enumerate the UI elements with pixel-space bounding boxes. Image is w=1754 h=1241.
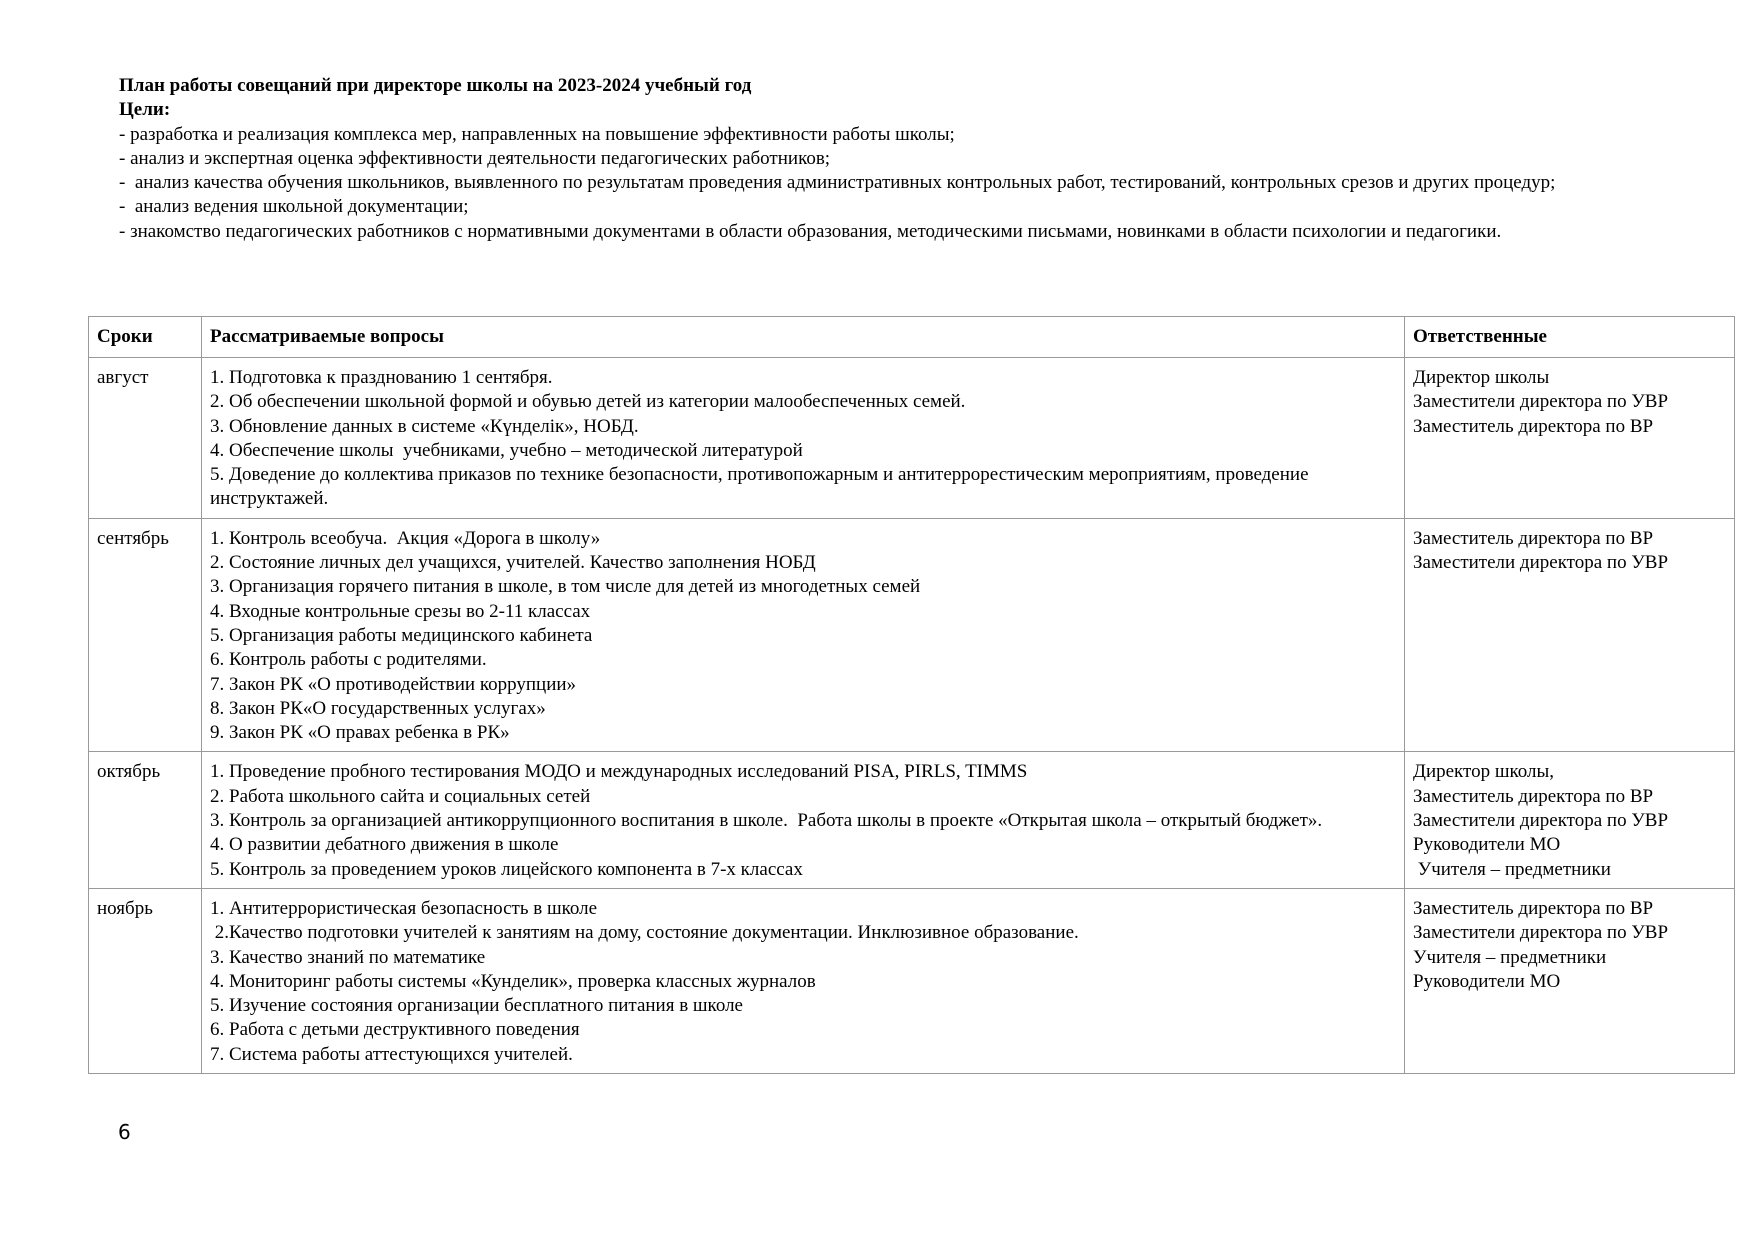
issue-item: 5. Доведение до коллектива приказов по технике безопасности, противопожарным и антитеррорестическим мероприятиям, проведение инструктажей. <box>210 464 1314 510</box>
period-cell: октябрь <box>89 752 202 888</box>
responsible-item: Заместители директора по УВР <box>1413 922 1669 944</box>
responsible-item: Директор школы, <box>1413 761 1554 783</box>
responsible-cell <box>1405 752 1735 888</box>
issue-item: 7. Система работы аттестующихся учителей. <box>210 1043 573 1065</box>
issues-cell <box>202 358 1405 519</box>
issue-item: 4. О развитии дебатного движения в школе <box>210 834 559 856</box>
issues-cell <box>202 752 1405 888</box>
header-issues: Рассматриваемые вопросы <box>202 317 1405 358</box>
issue-item: 2. Работа школьного сайта и социальных сетей <box>210 785 591 807</box>
meeting-plan-table <box>88 316 1735 1074</box>
issue-item: 1. Контроль всеобуча. Акция «Дорога в школу» <box>210 527 601 549</box>
responsible-item: Заместитель директора по ВР <box>1413 415 1654 437</box>
table-row <box>89 752 1735 888</box>
issue-item: 4. Входные контрольные срезы во 2-11 классах <box>210 600 591 622</box>
issue-item: 2.Качество подготовки учителей к занятиям на дому, состояние документации. Инклюзивное образование. <box>210 922 1079 944</box>
issue-item: 3. Обновление данных в системе «Күнделік», НОБД. <box>210 415 639 437</box>
issue-item: 6. Контроль работы с родителями. <box>210 649 487 671</box>
goal-item: - анализ ведения школьной документации; <box>119 196 469 218</box>
issue-item: 1. Антитеррористическая безопасность в школе <box>210 897 598 919</box>
issue-item: 2. Об обеспечении школьной формой и обувью детей из категории малообеспеченных семей. <box>210 391 966 413</box>
issue-item: 9. Закон РК «О правах ребенка в РК» <box>210 722 510 744</box>
issue-item: 3. Качество знаний по математике <box>210 946 486 968</box>
responsible-cell <box>1405 518 1735 752</box>
issue-item: 5. Организация работы медицинского кабинета <box>210 624 593 646</box>
responsible-item: Заместители директора по УВР <box>1413 810 1669 832</box>
table-row <box>89 888 1735 1073</box>
table-row <box>89 358 1735 519</box>
responsible-item: Заместители директора по УВР <box>1413 552 1669 574</box>
responsible-item: Руководители МО <box>1413 834 1561 856</box>
issue-item: 6. Работа с детьми деструктивного поведения <box>210 1019 580 1041</box>
issue-item: 5. Изучение состояния организации бесплатного питания в школе <box>210 995 743 1017</box>
header-period: Сроки <box>89 317 202 358</box>
responsible-cell <box>1405 358 1735 519</box>
period-cell: ноябрь <box>89 888 202 1073</box>
issue-item: 4. Обеспечение школы учебниками, учебно – методической литературой <box>210 439 803 461</box>
responsible-cell <box>1405 888 1735 1073</box>
goal-item: - разработка и реализация комплекса мер, направленных на повышение эффективности работы школы; <box>119 123 955 145</box>
period-cell: сентябрь <box>89 518 202 752</box>
issue-item: 5. Контроль за проведением уроков лицейского компонента в 7-х классах <box>210 858 803 880</box>
period-cell: август <box>89 358 202 519</box>
issue-item: 1. Подготовка к празднованию 1 сентября. <box>210 367 553 388</box>
document-title: План работы совещаний при директоре школы на 2023-2024 учебный год <box>119 75 752 96</box>
responsible-item: Учителя – предметники <box>1413 858 1611 880</box>
responsible-item: Заместитель директора по ВР <box>1413 897 1654 919</box>
table-header-row <box>89 317 1735 358</box>
responsible-item: Директор школы <box>1413 367 1550 388</box>
issue-item: 7. Закон РК «О противодействии коррупции» <box>210 673 577 695</box>
goals-heading: Цели: <box>119 99 171 121</box>
issue-item: 4. Мониторинг работы системы «Кунделик», проверка классных журналов <box>210 970 816 992</box>
goal-item: - анализ качества обучения школьников, выявленного по результатам проведения административных контрольных работ, тестирований, контрольных срезов и других процедур; <box>119 172 1556 194</box>
goal-item: - анализ и экспертная оценка эффективности деятельности педагогических работников; <box>119 147 831 169</box>
page-number: 6 <box>118 1120 131 1144</box>
responsible-item: Заместитель директора по ВР <box>1413 527 1654 549</box>
responsible-item: Заместитель директора по ВР <box>1413 785 1654 807</box>
issue-item: 8. Закон РК«О государственных услугах» <box>210 697 546 719</box>
goal-item: - знакомство педагогических работников с нормативными документами в области образования, методическими письмами, новинками в области психологии и педагогики. <box>119 220 1502 242</box>
issue-item: 3. Контроль за организацией антикоррупционного воспитания в школе. Работа школы в проекте «Открытая школа – открытый бюджет». <box>210 810 1323 832</box>
intro-block <box>119 74 1679 244</box>
responsible-item: Заместители директора по УВР <box>1413 391 1669 413</box>
responsible-item: Руководители МО <box>1413 970 1561 992</box>
issue-item: 2. Состояние личных дел учащихся, учителей. Качество заполнения НОБД <box>210 552 816 574</box>
header-responsible: Ответственные <box>1405 317 1735 358</box>
issues-cell <box>202 518 1405 752</box>
issue-item: 1. Проведение пробного тестирования МОДО и международных исследований PISA, PIRLS, TIMMS <box>210 761 1028 783</box>
issues-cell <box>202 888 1405 1073</box>
issue-item: 3. Организация горячего питания в школе, в том числе для детей из многодетных семей <box>210 576 921 598</box>
responsible-item: Учителя – предметники <box>1413 946 1607 968</box>
table-row <box>89 518 1735 752</box>
